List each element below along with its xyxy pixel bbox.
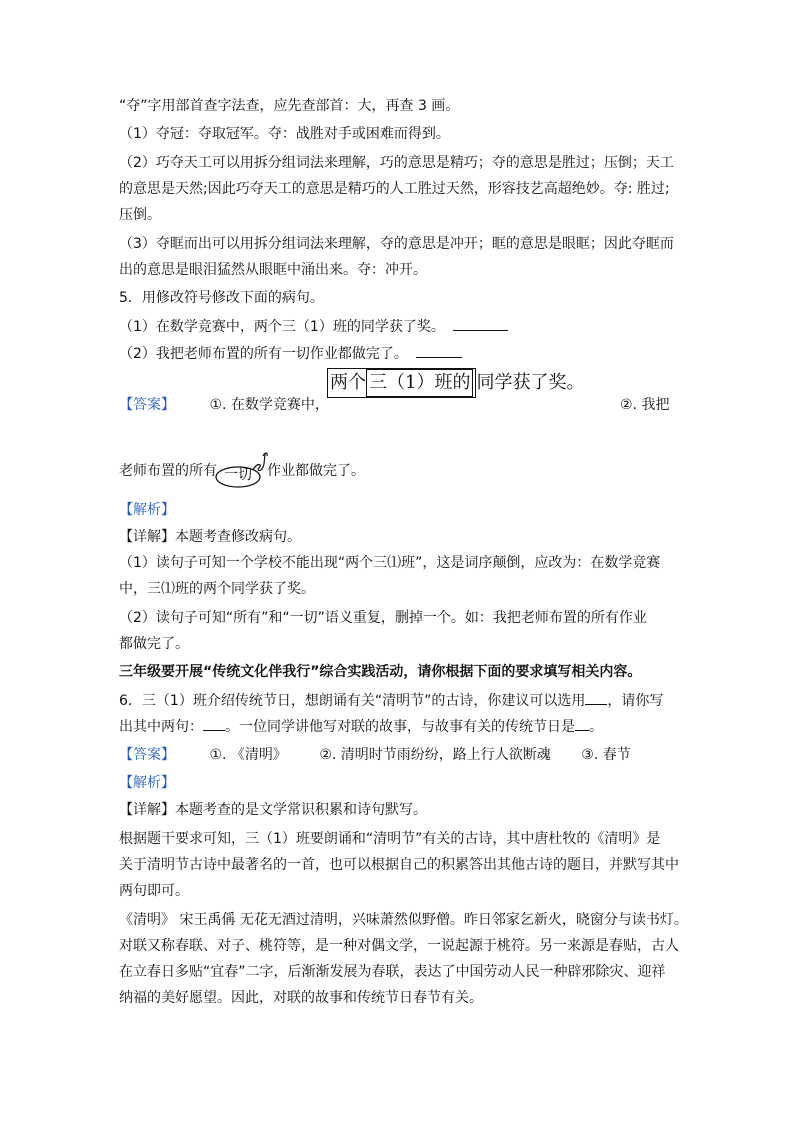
answer-part-2: ②. 我把 — [620, 397, 670, 413]
text-line: （1）读句子可知一个学校不能出现“两个三⑴班”，这是词序颠倒，应改为：在数学竞赛 — [119, 555, 661, 571]
text-line: 出的意思是眼泪猛然从眼眶中涌出来。夺：冲开。 — [119, 262, 427, 278]
question-text: ，请你写 — [607, 693, 664, 709]
detail-6: 【详解】本题考查的是文学常识积累和诗句默写。 — [119, 802, 427, 818]
answer-5-row — [119, 395, 329, 415]
text-line: “夺”字用部首查字法查，应先查部首：大，再查 3 画。 — [119, 98, 460, 114]
text-line: 纳福的美好愿望。因此，对联的故事和传统节日春节有关。 — [119, 990, 483, 1006]
text-line: 在立春日多贴“宜春”二字，后渐渐发展为春联，表达了中国劳动人民一种辟邪除灾、迎祥 — [119, 964, 666, 980]
question-5: 5．用修改符号修改下面的病句。 — [119, 290, 324, 306]
text-line: 两句即可。 — [119, 883, 189, 899]
answer-part-1: ①. 在数学竞赛中， — [209, 397, 329, 413]
analysis-label: 【解析】 — [119, 775, 175, 791]
swap-text-b: 三（1）班的 — [369, 372, 471, 393]
text-line: 压倒。 — [119, 207, 161, 223]
detail-5: 【详解】本题考查修改病句。 — [119, 529, 301, 545]
text-line: 的意思是天然;因此巧夺天工的意思是精巧的人工胜过天然，形容技艺高超绝妙。夺: 胜过; — [119, 181, 670, 197]
text-line: 关于清明节古诗中最著名的一首，也可以根据自己的积累答出其他古诗的题目，并默写其中 — [119, 857, 679, 873]
text-line: （2）巧夺天工可以用拆分组词法来理解，巧的意思是精巧；夺的意思是胜过；压倒；天工 — [119, 155, 674, 171]
answer-blank — [453, 316, 508, 331]
answer-blank — [203, 716, 225, 731]
answer-part-3: ③. 春节 — [581, 747, 631, 763]
intro-6: 三年级要开展“传统文化伴我行”综合实践活动，请你根据下面的要求填写相关内容。 — [119, 664, 642, 680]
text-line: 中，三⑴班的两个同学获了奖。 — [119, 581, 315, 597]
text-line: （1）夺冠：夺取冠军。夺：战胜对手或困难而得到。 — [119, 126, 450, 142]
question-text: （1）在数学竞赛中，两个三（1）班的同学获了奖。 — [119, 319, 445, 335]
question-text: 出其中两句： — [119, 719, 203, 735]
swap-text-a: 两个 — [330, 372, 366, 393]
question-text: 6．三（1）班介绍传统节日，想朗诵有关“清明节”的古诗，你建议可以选用 — [119, 693, 586, 709]
text-line: 《清明》 宋王禹偁 无花无酒过清明，兴味萧然似野僧。昨日邻家乞新火，晓窗分与读书灯。 — [119, 912, 688, 928]
question-text: 。 — [589, 719, 603, 735]
deleted-word: 一切 — [224, 467, 252, 483]
answer-part-1: ①. 《清明》 — [209, 747, 287, 763]
answer-blank — [585, 690, 607, 705]
answer-part-2: ②. 清明时节雨纷纷，路上行人欲断魂 — [319, 747, 551, 763]
answer-6-row — [119, 745, 631, 765]
answer-label: 【答案】 — [119, 397, 175, 413]
question-text: （2）我把老师布置的所有一切作业都做完了。 — [119, 346, 408, 362]
question-text: 。一位同学讲他写对联的故事，与故事有关的传统节日是 — [225, 719, 575, 735]
question-6 — [119, 690, 663, 711]
answer-text: 老师布置的所有 — [119, 463, 217, 479]
answer-blank — [575, 716, 589, 731]
text-line: 根据题干要求可知，三（1）班要朗诵和“清明节”有关的古诗，其中唐杜牧的《清明》是 — [119, 831, 661, 847]
text-line: （2）读句子可知“所有”和“一切”语义重复，删掉一个。如：我把老师布置的所有作业 — [119, 610, 647, 626]
question-6-cont — [119, 716, 603, 737]
answer-blank — [416, 343, 462, 358]
answer-text: 作业都做完了。 — [267, 463, 365, 479]
text-line: （3）夺眶而出可以用拆分组词法来理解，夺的意思是冲开；眶的意思是眼眶；因此夺眶而 — [119, 236, 674, 252]
question-5-1 — [119, 316, 508, 337]
question-5-2 — [119, 343, 462, 364]
answer-label: 【答案】 — [119, 747, 175, 763]
text-line: 都做完了。 — [119, 636, 189, 652]
swap-mark-inner — [366, 369, 473, 397]
delete-mark-figure — [213, 446, 273, 492]
text-line: 对联又称春联、对子、桃符等，是一种对偶文学，一说起源于桃符。另一来源是春贴，古人 — [119, 938, 679, 954]
analysis-label: 【解析】 — [119, 502, 175, 518]
swap-text-rest: 同学获了奖。 — [476, 372, 585, 393]
correction-figure-1 — [327, 368, 584, 398]
swap-mark-outer — [327, 368, 476, 398]
